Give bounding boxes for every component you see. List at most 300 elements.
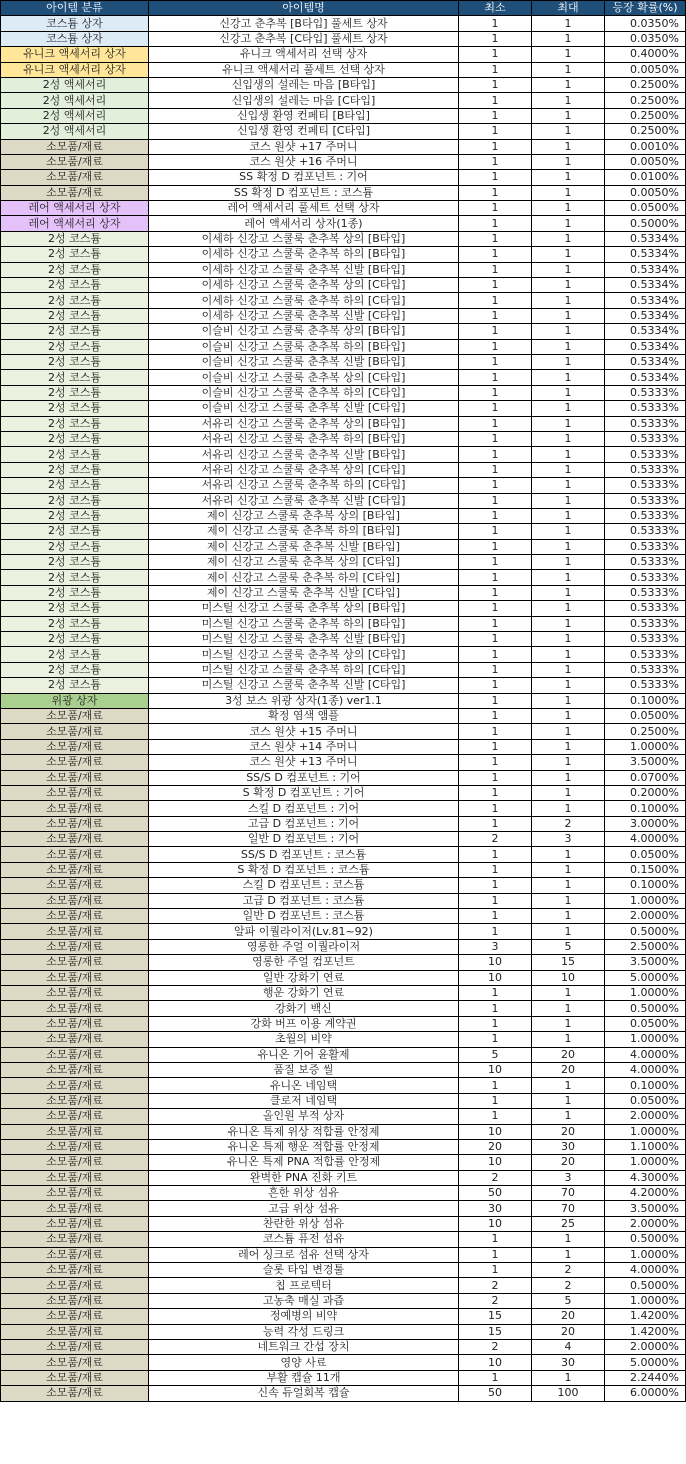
min-cell: 1 (459, 139, 532, 154)
min-cell: 1 (459, 662, 532, 677)
rate-cell: 4.0000% (605, 1263, 686, 1278)
category-cell: 2성 코스튬 (1, 447, 149, 462)
item-name-cell: 미스틸 신강고 스쿨룩 춘추복 상의 [B타입] (149, 601, 459, 616)
table-row (1, 508, 686, 523)
max-cell: 20 (532, 1062, 605, 1077)
category-cell: 소모품/재료 (1, 878, 149, 893)
max-cell: 1 (532, 524, 605, 539)
max-cell: 1 (532, 508, 605, 523)
table-row (1, 354, 686, 369)
rate-cell: 0.1500% (605, 862, 686, 877)
category-cell: 소모품/재료 (1, 770, 149, 785)
max-cell: 1 (532, 124, 605, 139)
category-cell: 소모품/재료 (1, 1155, 149, 1170)
max-cell: 1 (532, 154, 605, 169)
min-cell: 1 (459, 124, 532, 139)
max-cell: 1 (532, 739, 605, 754)
table-row (1, 555, 686, 570)
table-row (1, 1216, 686, 1231)
item-name-cell: 일반 D 컴포넌트 : 기어 (149, 832, 459, 847)
header-min: 최소 (459, 1, 532, 16)
table-row (1, 632, 686, 647)
rate-cell: 4.3000% (605, 1170, 686, 1185)
rate-cell: 4.0000% (605, 1047, 686, 1062)
min-cell: 1 (459, 62, 532, 77)
max-cell: 1 (532, 216, 605, 231)
category-cell: 소모품/재료 (1, 1324, 149, 1339)
category-cell: 소모품/재료 (1, 1201, 149, 1216)
category-cell: 소모품/재료 (1, 816, 149, 831)
min-cell: 1 (459, 1247, 532, 1262)
table-row (1, 739, 686, 754)
rate-cell: 1.0000% (605, 986, 686, 1001)
table-row (1, 77, 686, 92)
category-cell: 소모품/재료 (1, 185, 149, 200)
min-cell: 1 (459, 801, 532, 816)
max-cell: 1 (532, 785, 605, 800)
min-cell: 50 (459, 1386, 532, 1401)
item-name-cell: 유니온 네임택 (149, 1078, 459, 1093)
max-cell: 1 (532, 93, 605, 108)
rate-cell: 0.5333% (605, 416, 686, 431)
min-cell: 1 (459, 1001, 532, 1016)
max-cell: 1 (532, 247, 605, 262)
item-name-cell: 일반 강화기 연료 (149, 970, 459, 985)
table-row (1, 493, 686, 508)
max-cell: 30 (532, 1355, 605, 1370)
item-name-cell: 확정 염색 앰플 (149, 708, 459, 723)
category-cell: 소모품/재료 (1, 1047, 149, 1062)
item-name-cell: 유니온 특제 행운 적합률 안정제 (149, 1139, 459, 1154)
min-cell: 50 (459, 1186, 532, 1201)
category-cell: 소모품/재료 (1, 847, 149, 862)
min-cell: 1 (459, 924, 532, 939)
category-cell: 2성 코스튬 (1, 524, 149, 539)
rate-cell: 0.5333% (605, 462, 686, 477)
rate-cell: 2.0000% (605, 909, 686, 924)
item-name-cell: S 확정 D 컴포넌트 : 기어 (149, 785, 459, 800)
rate-cell: 0.5333% (605, 447, 686, 462)
rate-cell: 0.5334% (605, 324, 686, 339)
min-cell: 1 (459, 585, 532, 600)
max-cell: 4 (532, 1339, 605, 1354)
item-name-cell: 미스틸 신강고 스쿨룩 춘추복 신발 [C타입] (149, 678, 459, 693)
item-name-cell: 이슬비 신강고 스쿨룩 춘추복 상의 [B타입] (149, 324, 459, 339)
table-row (1, 431, 686, 446)
item-name-cell: 신입생 환영 컨페티 [C타입] (149, 124, 459, 139)
table-row (1, 1355, 686, 1370)
item-name-cell: 코스튬 퓨전 섬유 (149, 1232, 459, 1247)
rate-cell: 0.0350% (605, 16, 686, 31)
table-row (1, 247, 686, 262)
max-cell: 1 (532, 416, 605, 431)
rate-cell: 0.5334% (605, 308, 686, 323)
min-cell: 1 (459, 401, 532, 416)
category-cell: 소모품/재료 (1, 1278, 149, 1293)
max-cell: 1 (532, 570, 605, 585)
item-name-cell: 신강고 춘추복 [B타입] 풀세트 상자 (149, 16, 459, 31)
item-name-cell: 이세하 신강고 스쿨룩 춘추복 하의 [B타입] (149, 247, 459, 262)
rate-cell: 0.5000% (605, 1232, 686, 1247)
category-cell: 소모품/재료 (1, 1001, 149, 1016)
rate-cell: 1.0000% (605, 1293, 686, 1308)
min-cell: 2 (459, 1293, 532, 1308)
category-cell: 소모품/재료 (1, 1339, 149, 1354)
max-cell: 1 (532, 1370, 605, 1385)
category-cell: 2성 코스튬 (1, 308, 149, 323)
item-name-cell: 레어 싱크로 섬유 선택 상자 (149, 1247, 459, 1262)
rate-cell: 0.5334% (605, 293, 686, 308)
category-cell: 소모품/재료 (1, 801, 149, 816)
table-row (1, 93, 686, 108)
min-cell: 1 (459, 1078, 532, 1093)
rate-cell: 1.4200% (605, 1324, 686, 1339)
item-name-cell: 레어 액세서리 풀세트 선택 상자 (149, 201, 459, 216)
table-row (1, 1062, 686, 1077)
max-cell: 20 (532, 1309, 605, 1324)
min-cell: 1 (459, 647, 532, 662)
rate-cell: 2.2440% (605, 1370, 686, 1385)
table-row (1, 62, 686, 77)
rate-cell: 0.0050% (605, 185, 686, 200)
table-row (1, 47, 686, 62)
min-cell: 3 (459, 939, 532, 954)
rate-cell: 0.5334% (605, 231, 686, 246)
rate-cell: 0.5333% (605, 632, 686, 647)
category-cell: 2성 코스튬 (1, 293, 149, 308)
item-name-cell: 유니온 특제 PNA 적합률 안정제 (149, 1155, 459, 1170)
min-cell: 1 (459, 262, 532, 277)
item-name-cell: 고급 위상 섬유 (149, 1201, 459, 1216)
min-cell: 1 (459, 31, 532, 46)
table-row (1, 293, 686, 308)
category-cell: 2성 액세서리 (1, 108, 149, 123)
rate-cell: 0.5333% (605, 662, 686, 677)
category-cell: 2성 코스튬 (1, 431, 149, 446)
table-row (1, 1155, 686, 1170)
category-cell: 소모품/재료 (1, 139, 149, 154)
category-cell: 소모품/재료 (1, 1309, 149, 1324)
min-cell: 1 (459, 785, 532, 800)
max-cell: 70 (532, 1201, 605, 1216)
rate-cell: 3.5000% (605, 755, 686, 770)
rate-cell: 0.5334% (605, 262, 686, 277)
category-cell: 소모품/재료 (1, 893, 149, 908)
category-cell: 소모품/재료 (1, 785, 149, 800)
max-cell: 1 (532, 201, 605, 216)
header-rate: 등장 확률(%) (605, 1, 686, 16)
table-row (1, 693, 686, 708)
max-cell: 20 (532, 1324, 605, 1339)
table-row (1, 1186, 686, 1201)
max-cell: 1 (532, 339, 605, 354)
rate-cell: 2.0000% (605, 1216, 686, 1231)
table-row (1, 616, 686, 631)
table-row (1, 324, 686, 339)
max-cell: 25 (532, 1216, 605, 1231)
max-cell: 100 (532, 1386, 605, 1401)
rate-cell: 0.5334% (605, 247, 686, 262)
rate-cell: 0.2500% (605, 108, 686, 123)
category-cell: 2성 코스튬 (1, 555, 149, 570)
item-name-cell: 신강고 춘추복 [C타입] 풀세트 상자 (149, 31, 459, 46)
category-cell: 소모품/재료 (1, 1247, 149, 1262)
rate-cell: 0.5333% (605, 616, 686, 631)
min-cell: 1 (459, 478, 532, 493)
table-row (1, 1032, 686, 1047)
table-row (1, 801, 686, 816)
rate-cell: 2.0000% (605, 1109, 686, 1124)
rate-cell: 0.5333% (605, 493, 686, 508)
category-cell: 2성 코스튬 (1, 401, 149, 416)
item-name-cell: SS/S D 컴포넌트 : 코스튬 (149, 847, 459, 862)
table-row (1, 231, 686, 246)
category-cell: 코스튬 상자 (1, 31, 149, 46)
item-name-cell: 이세하 신강고 스쿨룩 춘추복 신발 [C타입] (149, 308, 459, 323)
min-cell: 1 (459, 739, 532, 754)
category-cell: 2성 코스튬 (1, 370, 149, 385)
category-cell: 소모품/재료 (1, 1263, 149, 1278)
category-cell: 소모품/재료 (1, 724, 149, 739)
min-cell: 1 (459, 1093, 532, 1108)
max-cell: 2 (532, 816, 605, 831)
min-cell: 1 (459, 524, 532, 539)
min-cell: 1 (459, 201, 532, 216)
rate-cell: 0.0100% (605, 170, 686, 185)
min-cell: 1 (459, 170, 532, 185)
table-body (1, 16, 686, 1401)
rate-cell: 5.0000% (605, 1355, 686, 1370)
header-row (1, 1, 686, 16)
min-cell: 1 (459, 278, 532, 293)
max-cell: 1 (532, 847, 605, 862)
table-row (1, 878, 686, 893)
category-cell: 소모품/재료 (1, 1355, 149, 1370)
min-cell: 1 (459, 678, 532, 693)
min-cell: 1 (459, 847, 532, 862)
table-row (1, 847, 686, 862)
min-cell: 1 (459, 447, 532, 462)
rate-cell: 0.0050% (605, 62, 686, 77)
max-cell: 1 (532, 16, 605, 31)
rate-cell: 0.5333% (605, 585, 686, 600)
item-name-cell: 슬롯 타입 변경툴 (149, 1263, 459, 1278)
table-row (1, 308, 686, 323)
rate-cell: 0.1000% (605, 1078, 686, 1093)
table-row (1, 524, 686, 539)
item-name-cell: 영양 사료 (149, 1355, 459, 1370)
rate-cell: 0.0500% (605, 847, 686, 862)
rate-cell: 0.0050% (605, 154, 686, 169)
table-row (1, 832, 686, 847)
max-cell: 1 (532, 1016, 605, 1031)
rate-cell: 0.0500% (605, 708, 686, 723)
rate-cell: 1.0000% (605, 739, 686, 754)
max-cell: 1 (532, 678, 605, 693)
table-row (1, 893, 686, 908)
max-cell: 1 (532, 62, 605, 77)
header-category: 아이템 분류 (1, 1, 149, 16)
max-cell: 1 (532, 708, 605, 723)
table-row (1, 185, 686, 200)
item-name-cell: 미스틸 신강고 스쿨룩 춘추복 하의 [B타입] (149, 616, 459, 631)
rate-cell: 0.2500% (605, 124, 686, 139)
max-cell: 1 (532, 924, 605, 939)
min-cell: 1 (459, 632, 532, 647)
min-cell: 10 (459, 1062, 532, 1077)
table-row (1, 216, 686, 231)
max-cell: 5 (532, 1293, 605, 1308)
category-cell: 2성 코스튬 (1, 570, 149, 585)
table-row (1, 708, 686, 723)
max-cell: 1 (532, 1093, 605, 1108)
rate-cell: 3.5000% (605, 1201, 686, 1216)
table-row (1, 770, 686, 785)
item-name-cell: 이슬비 신강고 스쿨룩 춘추복 하의 [B타입] (149, 339, 459, 354)
category-cell: 유니크 액세서리 상자 (1, 47, 149, 62)
category-cell: 소모품/재료 (1, 1216, 149, 1231)
max-cell: 1 (532, 354, 605, 369)
rate-cell: 0.5333% (605, 401, 686, 416)
rate-cell: 0.0500% (605, 201, 686, 216)
max-cell: 1 (532, 601, 605, 616)
item-name-cell: 정예병의 비약 (149, 1309, 459, 1324)
rate-cell: 0.5333% (605, 570, 686, 585)
item-name-cell: 코스 원샷 +13 주머니 (149, 755, 459, 770)
category-cell: 소모품/재료 (1, 986, 149, 1001)
table-row (1, 939, 686, 954)
category-cell: 소모품/재료 (1, 1232, 149, 1247)
rate-cell: 3.0000% (605, 816, 686, 831)
rate-cell: 0.1000% (605, 878, 686, 893)
category-cell: 소모품/재료 (1, 170, 149, 185)
max-cell: 1 (532, 878, 605, 893)
min-cell: 1 (459, 185, 532, 200)
max-cell: 1 (532, 108, 605, 123)
min-cell: 1 (459, 370, 532, 385)
category-cell: 2성 액세서리 (1, 77, 149, 92)
item-name-cell: 서유리 신강고 스쿨룩 춘추복 신발 [B타입] (149, 447, 459, 462)
min-cell: 2 (459, 1278, 532, 1293)
rate-cell: 0.5334% (605, 354, 686, 369)
rate-cell: 1.0000% (605, 1155, 686, 1170)
table-row (1, 416, 686, 431)
max-cell: 1 (532, 539, 605, 554)
max-cell: 1 (532, 447, 605, 462)
item-name-cell: 유니크 액세서리 풀세트 선택 상자 (149, 62, 459, 77)
rate-cell: 1.0000% (605, 1247, 686, 1262)
max-cell: 2 (532, 1278, 605, 1293)
rate-cell: 0.0500% (605, 1093, 686, 1108)
min-cell: 1 (459, 755, 532, 770)
max-cell: 1 (532, 278, 605, 293)
table-row (1, 139, 686, 154)
rate-cell: 0.0010% (605, 139, 686, 154)
category-cell: 소모품/재료 (1, 909, 149, 924)
table-row (1, 678, 686, 693)
category-cell: 2성 코스튬 (1, 247, 149, 262)
item-name-cell: 코스 원샷 +14 주머니 (149, 739, 459, 754)
rate-cell: 0.5333% (605, 539, 686, 554)
item-name-cell: 서유리 신강고 스쿨룩 춘추복 신발 [C타입] (149, 493, 459, 508)
min-cell: 2 (459, 1170, 532, 1185)
item-name-cell: SS 확정 D 컴포넌트 : 코스튬 (149, 185, 459, 200)
min-cell: 1 (459, 1370, 532, 1385)
max-cell: 1 (532, 662, 605, 677)
category-cell: 2성 코스튬 (1, 539, 149, 554)
min-cell: 1 (459, 93, 532, 108)
item-name-cell: 유니온 기어 윤활제 (149, 1047, 459, 1062)
rate-cell: 1.0000% (605, 893, 686, 908)
item-name-cell: 이슬비 신강고 스쿨룩 춘추복 하의 [C타입] (149, 385, 459, 400)
rate-cell: 3.5000% (605, 955, 686, 970)
table-row (1, 1047, 686, 1062)
item-name-cell: 제이 신강고 스쿨룩 춘추복 신발 [B타입] (149, 539, 459, 554)
category-cell: 2성 코스튬 (1, 632, 149, 647)
item-name-cell: 부활 캡슐 11개 (149, 1370, 459, 1385)
category-cell: 소모품/재료 (1, 154, 149, 169)
item-name-cell: 코스 원샷 +15 주머니 (149, 724, 459, 739)
table-row (1, 785, 686, 800)
max-cell: 20 (532, 1047, 605, 1062)
min-cell: 10 (459, 955, 532, 970)
rate-cell: 1.0000% (605, 1124, 686, 1139)
max-cell: 1 (532, 724, 605, 739)
category-cell: 소모품/재료 (1, 1032, 149, 1047)
category-cell: 소모품/재료 (1, 1139, 149, 1154)
max-cell: 1 (532, 770, 605, 785)
category-cell: 소모품/재료 (1, 1186, 149, 1201)
rate-cell: 1.1000% (605, 1139, 686, 1154)
rate-cell: 0.5333% (605, 555, 686, 570)
table-row (1, 970, 686, 985)
min-cell: 1 (459, 1032, 532, 1047)
max-cell: 3 (532, 1170, 605, 1185)
rate-cell: 0.2500% (605, 93, 686, 108)
category-cell: 소모품/재료 (1, 1124, 149, 1139)
category-cell: 소모품/재료 (1, 832, 149, 847)
table-row (1, 924, 686, 939)
item-name-cell: 강화 버프 이용 계약권 (149, 1016, 459, 1031)
min-cell: 1 (459, 816, 532, 831)
table-row (1, 31, 686, 46)
max-cell: 2 (532, 1263, 605, 1278)
max-cell: 1 (532, 616, 605, 631)
item-name-cell: 흔한 위상 섬유 (149, 1186, 459, 1201)
category-cell: 레어 액세서리 상자 (1, 216, 149, 231)
category-cell: 코스튬 상자 (1, 16, 149, 31)
max-cell: 1 (532, 585, 605, 600)
item-name-cell: 이슬비 신강고 스쿨룩 춘추복 상의 [C타입] (149, 370, 459, 385)
rate-cell: 0.5000% (605, 216, 686, 231)
table-row (1, 724, 686, 739)
min-cell: 1 (459, 416, 532, 431)
category-cell: 2성 코스튬 (1, 231, 149, 246)
category-cell: 2성 코스튬 (1, 385, 149, 400)
category-cell: 소모품/재료 (1, 1093, 149, 1108)
item-name-cell: 고급 D 컴포넌트 : 기어 (149, 816, 459, 831)
min-cell: 2 (459, 832, 532, 847)
min-cell: 1 (459, 508, 532, 523)
category-cell: 2성 코스튬 (1, 339, 149, 354)
min-cell: 1 (459, 385, 532, 400)
min-cell: 15 (459, 1309, 532, 1324)
min-cell: 10 (459, 1124, 532, 1139)
table-row (1, 647, 686, 662)
min-cell: 20 (459, 1139, 532, 1154)
category-cell: 소모품/재료 (1, 708, 149, 723)
max-cell: 1 (532, 370, 605, 385)
